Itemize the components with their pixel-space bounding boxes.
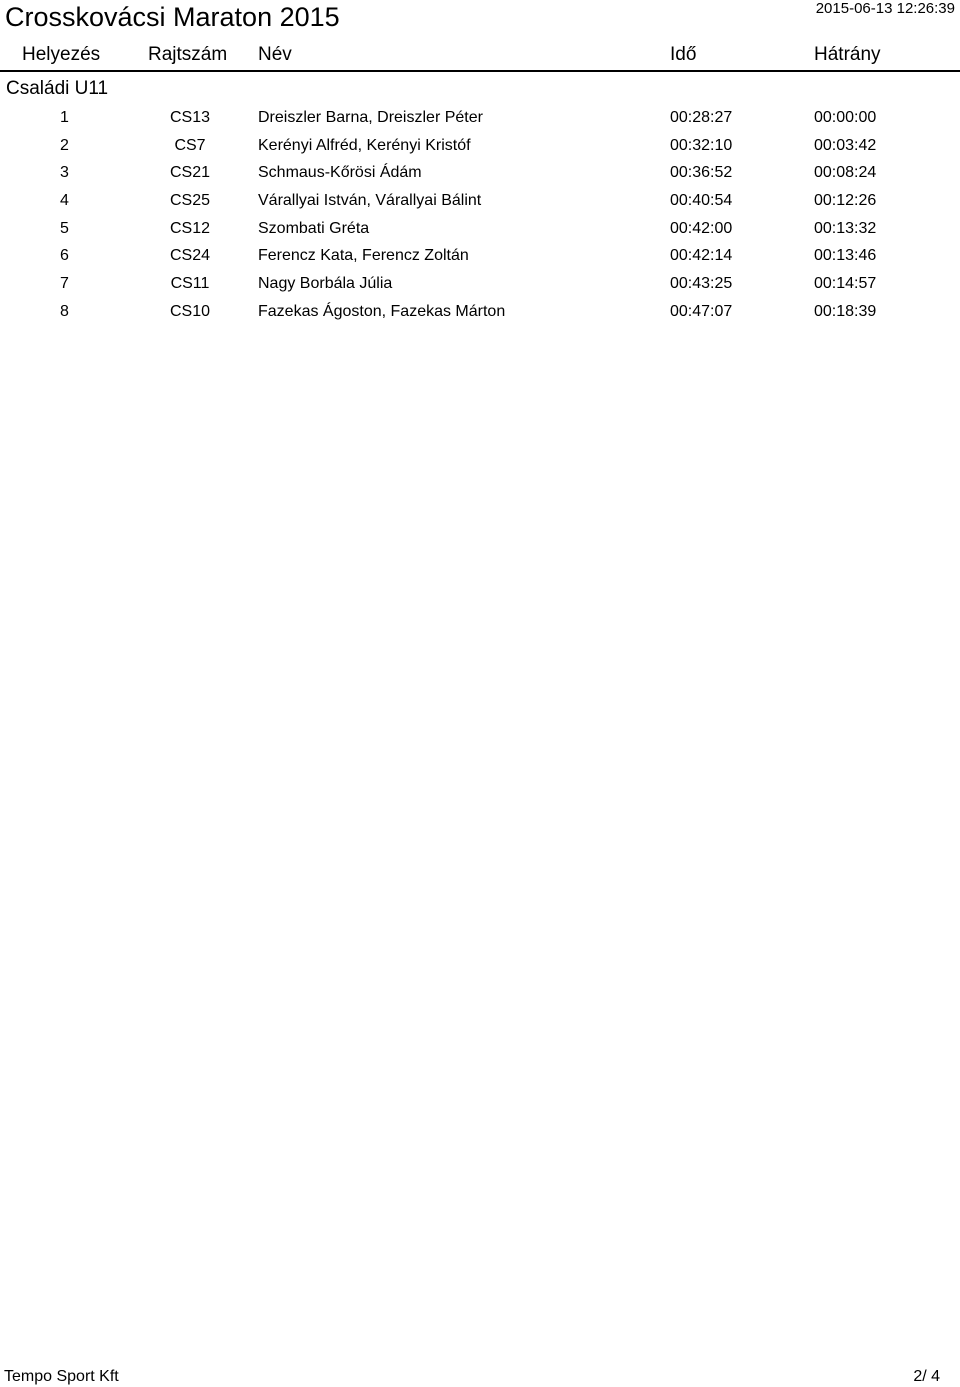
column-header-row bbox=[0, 40, 960, 72]
column-header-behind: Hátrány bbox=[814, 44, 881, 65]
behind-cell: 00:03:42 bbox=[814, 136, 877, 154]
place-cell: 4 bbox=[60, 192, 69, 210]
footer-company: Tempo Sport Kft bbox=[4, 1368, 119, 1385]
place-cell: 5 bbox=[60, 219, 69, 237]
time-cell: 00:28:27 bbox=[670, 109, 733, 126]
result-row bbox=[0, 132, 960, 160]
time-cell: 00:47:07 bbox=[670, 302, 733, 320]
bib-cell: CS7 bbox=[174, 136, 206, 154]
column-header-time: Idő bbox=[670, 44, 697, 65]
print-timestamp: 2015-06-13 12:26:39 bbox=[815, 0, 955, 17]
behind-cell: 00:12:26 bbox=[814, 192, 877, 210]
place-cell: 3 bbox=[60, 164, 69, 182]
results-table bbox=[0, 104, 960, 326]
column-header-bib: Rajtszám bbox=[148, 44, 228, 65]
place-cell: 7 bbox=[60, 275, 69, 293]
behind-cell: 00:08:24 bbox=[814, 164, 877, 182]
bib-cell: CS11 bbox=[170, 275, 210, 293]
place-cell: 1 bbox=[60, 109, 69, 126]
category-title: Családi U11 bbox=[6, 78, 109, 99]
name-cell: Várallyai István, Várallyai Bálint bbox=[258, 192, 482, 210]
time-cell: 00:42:14 bbox=[670, 247, 733, 265]
document-header bbox=[0, 0, 960, 36]
column-header-name: Név bbox=[258, 44, 292, 65]
name-cell: Fazekas Ágoston, Fazekas Márton bbox=[258, 302, 506, 320]
name-cell: Dreiszler Barna, Dreiszler Péter bbox=[258, 109, 483, 126]
document-title: Crosskovácsi Maraton 2015 bbox=[5, 2, 340, 32]
name-cell: Ferencz Kata, Ferencz Zoltán bbox=[258, 247, 469, 265]
bib-cell: CS13 bbox=[169, 109, 211, 126]
bib-cell: CS12 bbox=[169, 219, 211, 237]
behind-cell: 00:18:39 bbox=[814, 302, 877, 320]
result-row bbox=[0, 104, 960, 132]
result-row bbox=[0, 270, 960, 298]
name-cell: Nagy Borbála Júlia bbox=[258, 275, 393, 293]
behind-cell: 00:14:57 bbox=[814, 275, 877, 293]
bib-cell: CS21 bbox=[169, 164, 211, 182]
column-header-place: Helyezés bbox=[22, 44, 101, 65]
bib-cell: CS25 bbox=[169, 192, 211, 210]
footer-page-number: 2/ 4 bbox=[913, 1368, 940, 1385]
time-cell: 00:32:10 bbox=[670, 136, 733, 154]
bib-cell: CS24 bbox=[169, 247, 211, 265]
place-cell: 6 bbox=[60, 247, 69, 265]
result-row bbox=[0, 159, 960, 187]
time-cell: 00:42:00 bbox=[670, 219, 733, 237]
place-cell: 8 bbox=[60, 302, 69, 320]
behind-cell: 00:13:32 bbox=[814, 219, 877, 237]
name-cell: Kerényi Alfréd, Kerényi Kristóf bbox=[258, 136, 471, 154]
time-cell: 00:40:54 bbox=[670, 192, 733, 210]
time-cell: 00:43:25 bbox=[670, 275, 733, 293]
place-cell: 2 bbox=[60, 136, 69, 154]
result-row bbox=[0, 298, 960, 326]
name-cell: Schmaus-Kőrösi Ádám bbox=[258, 164, 422, 182]
behind-cell: 00:13:46 bbox=[814, 247, 877, 265]
behind-cell: 00:00:00 bbox=[814, 109, 877, 126]
result-row bbox=[0, 242, 960, 270]
name-cell: Szombati Gréta bbox=[258, 219, 370, 237]
result-row bbox=[0, 215, 960, 243]
time-cell: 00:36:52 bbox=[670, 164, 733, 182]
result-row bbox=[0, 187, 960, 215]
bib-cell: CS10 bbox=[169, 302, 211, 320]
